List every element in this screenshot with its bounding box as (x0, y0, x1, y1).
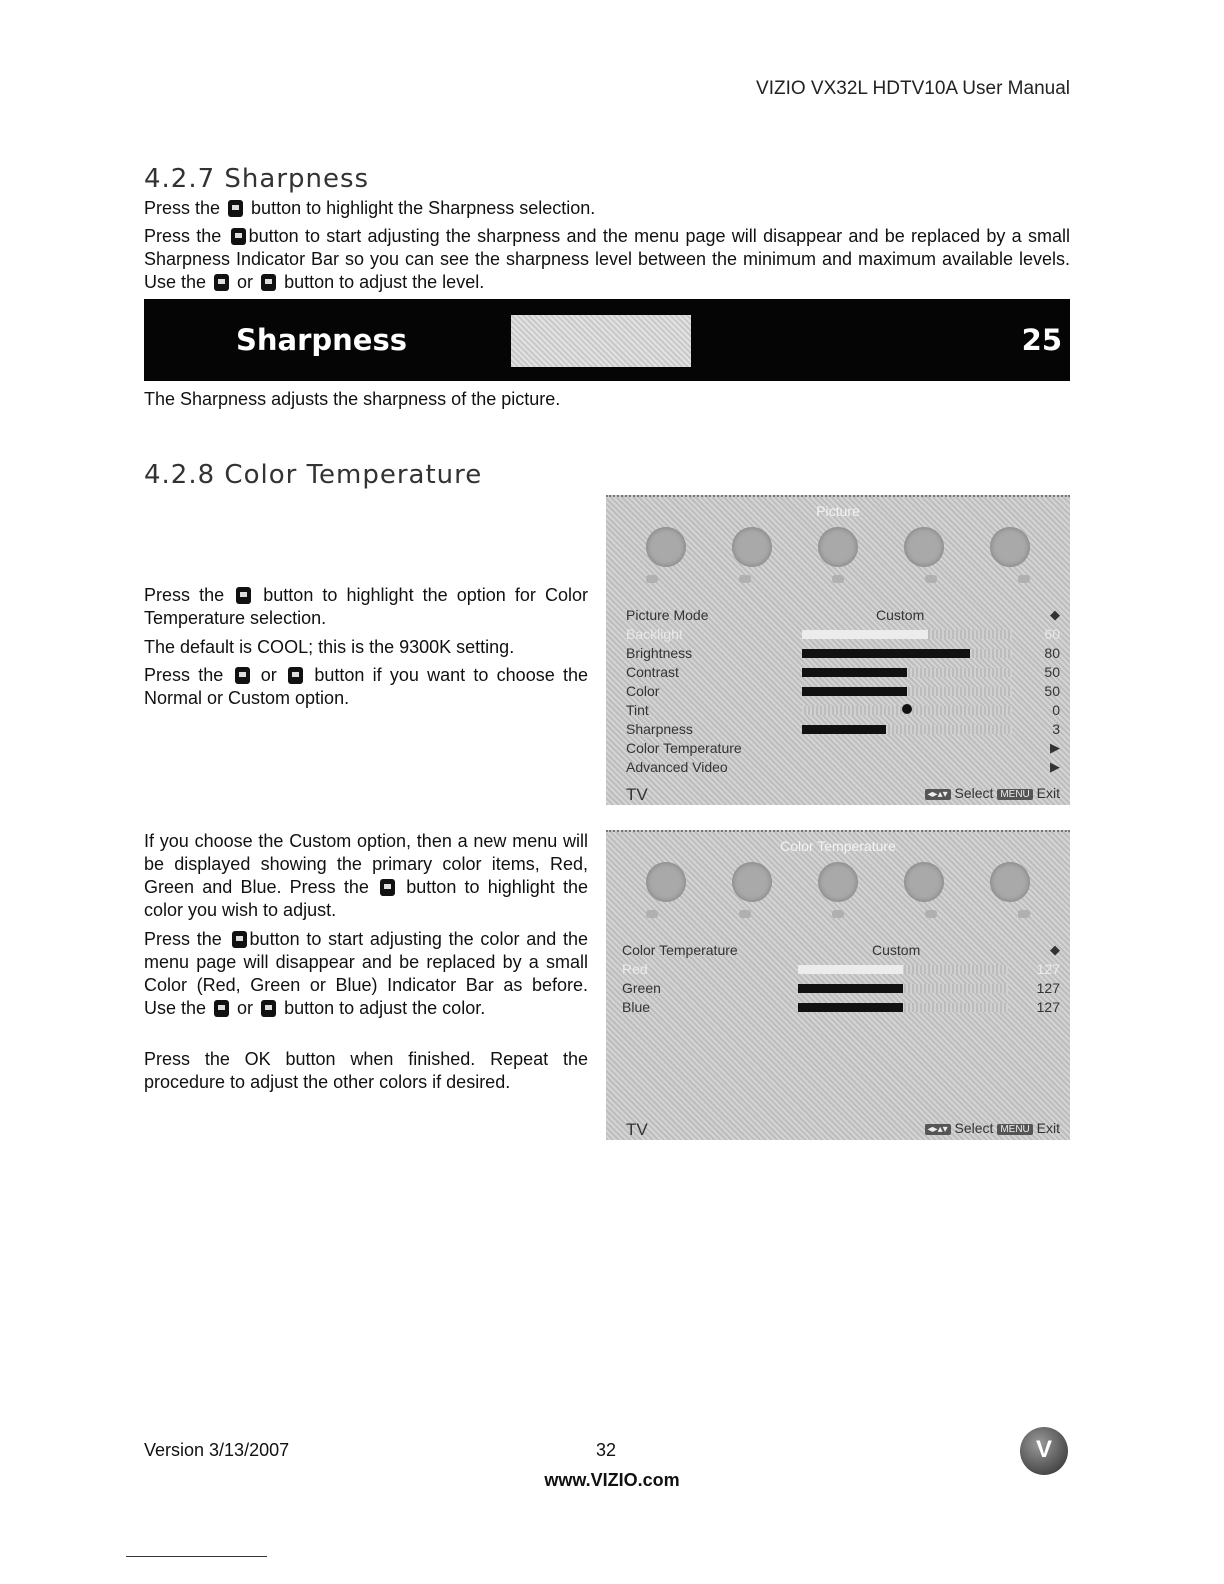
menu-key-icon: MENU (997, 1124, 1032, 1135)
row-label: Picture Mode (626, 607, 709, 623)
text-fragment: Press the (144, 585, 234, 605)
color-temp-paragraph-4 (144, 830, 588, 922)
footer-tv-label: TV (626, 785, 648, 804)
row-value: 127 (1036, 980, 1060, 996)
text-fragment: button to adjust the color. (279, 998, 486, 1018)
level-track (802, 668, 1012, 677)
footnote-rule (126, 1556, 267, 1557)
text-fragment: button if you want to choose the Normal or Custom option. (144, 665, 588, 708)
row-value: 50 (1044, 683, 1060, 699)
right-button-icon (288, 667, 303, 684)
row-label: Contrast (626, 664, 679, 680)
text-fragment: button to highlight the Sharpness selection. (246, 198, 596, 218)
row-label: Color Temperature (622, 942, 738, 958)
footer-tv-label: TV (626, 1120, 648, 1139)
menu-row-advanced-video (626, 759, 1060, 777)
tab-dot (832, 910, 844, 918)
level-track (802, 725, 1012, 734)
text-fragment: Press the (144, 665, 232, 685)
level-track (798, 1003, 1008, 1012)
tv-icon (646, 862, 686, 902)
menu-row-red (622, 961, 1060, 979)
footer-version: Version 3/13/2007 (144, 1440, 290, 1460)
row-value: 60 (1044, 626, 1060, 642)
right-button-icon (261, 1000, 276, 1017)
row-label: Red (622, 961, 648, 977)
text-fragment: button to highlight the color you wish to adjust. (144, 877, 588, 920)
level-fill (802, 649, 970, 658)
level-track (802, 649, 1012, 658)
level-fill (798, 1003, 903, 1012)
menu-row-backlight (626, 626, 1060, 644)
text-fragment: or (232, 998, 259, 1018)
row-label: Green (622, 980, 661, 996)
right-arrow-icon: ▶ (1050, 740, 1060, 755)
row-value: 127 (1036, 961, 1060, 977)
menu-row-brightness (626, 645, 1060, 663)
picture-menu-screenshot (606, 495, 1070, 805)
menu-row-tint (626, 702, 1060, 720)
text-fragment: Press the (144, 929, 229, 949)
footer-nav (925, 785, 1060, 801)
tab-dot (739, 575, 751, 583)
text-fragment: If you choose the Custom option, then a new menu will be displayed showing the primary color items, Red, Green and Blue. Press the (144, 831, 588, 897)
sharpness-heading: 4.2.7 Sharpness (144, 164, 370, 194)
text-fragment: button to adjust the level. (279, 272, 485, 292)
audio-icon (818, 862, 858, 902)
help-icon (990, 862, 1030, 902)
text-fragment: or (252, 665, 286, 685)
diamond-arrow-icon: ◆ (1050, 942, 1060, 957)
left-button-icon (214, 1000, 229, 1017)
menu-row-blue (622, 999, 1060, 1017)
color-temp-paragraph-2: The default is COOL; this is the 9300K setting. (144, 637, 515, 657)
level-track (798, 965, 1008, 974)
color-temp-paragraph-3 (144, 664, 588, 710)
picture-icon (732, 527, 772, 567)
row-value: Custom (872, 942, 921, 958)
right-arrow-icon: ▶ (1050, 759, 1060, 774)
footer-select-label: Select (954, 1120, 994, 1136)
footer-exit-label: Exit (1036, 1120, 1060, 1136)
vizio-logo-icon (1020, 1427, 1068, 1475)
text-fragment: button to start adjusting the color and the menu page will disappear and be replaced by a small Color (Red, Green or Blue) Indicator Bar as before. Use the (144, 929, 588, 1018)
tab-dot (1018, 575, 1030, 583)
text-fragment: button to start adjusting the sharpness and the menu page will disappear and be replaced by a small Sharpness Indicator Bar so you can see the sharpness level between the minimum and maximum available levels. Use the (144, 226, 1070, 292)
level-fill (802, 687, 907, 696)
setup-icon (904, 527, 944, 567)
level-fill (802, 630, 928, 639)
tint-knob (902, 704, 912, 714)
tab-dot (646, 575, 658, 583)
audio-icon (818, 527, 858, 567)
tab-dot (646, 910, 658, 918)
color-temp-paragraph-5 (144, 928, 588, 1020)
right-button-icon (261, 274, 276, 291)
level-track (802, 706, 1012, 715)
menu-footer (626, 1120, 1060, 1138)
row-label: Color Temperature (626, 740, 742, 756)
menu-row-color-temperature (622, 942, 1060, 960)
level-fill (798, 965, 903, 974)
color-temp-paragraph-6: Press the OK button when finished. Repeat the procedure to adjust the other colors if desired. (144, 1049, 588, 1092)
down-button-icon (236, 587, 251, 604)
row-label: Advanced Video (626, 759, 728, 775)
color-temp-paragraph-1 (144, 584, 588, 630)
level-track (802, 630, 1012, 639)
nav-keys-icon: ◂▸▴▾ (925, 789, 951, 800)
row-label: Blue (622, 999, 651, 1015)
text-fragment: Press the (144, 226, 228, 246)
tab-dot (925, 910, 937, 918)
down-button-icon (228, 200, 243, 217)
menu-title: Picture (816, 503, 860, 519)
footer-page-number: 32 (596, 1440, 617, 1460)
sharpness-bar-label: Sharpness (236, 323, 407, 357)
tv-icon (646, 527, 686, 567)
row-value: 3 (1052, 721, 1060, 737)
row-value: 127 (1036, 999, 1060, 1015)
text-fragment: button to highlight the option for Color Temperature selection. (144, 585, 588, 628)
text-fragment: or (232, 272, 259, 292)
menu-row-green (622, 980, 1060, 998)
tab-dot (1018, 910, 1030, 918)
footer-exit-label: Exit (1036, 785, 1060, 801)
right-button-icon (231, 228, 246, 245)
tab-dot (925, 575, 937, 583)
row-value: Custom (876, 607, 925, 623)
footer-nav (925, 1120, 1060, 1136)
menu-tab-dots (646, 575, 1030, 583)
row-value: 80 (1044, 645, 1060, 661)
row-label: Tint (626, 702, 649, 718)
tab-dot (832, 575, 844, 583)
sharpness-indicator-bar (144, 299, 1070, 381)
diamond-arrow-icon: ◆ (1050, 607, 1060, 622)
page-header-title: VIZIO VX32L HDTV10A User Manual (756, 78, 1070, 99)
left-button-icon (235, 667, 250, 684)
menu-row-color (626, 683, 1060, 701)
row-label: Color (626, 683, 660, 699)
menu-row-sharpness (626, 721, 1060, 739)
down-button-icon (380, 879, 395, 896)
menu-title: Color Temperature (780, 838, 896, 854)
color-temperature-heading: 4.2.8 Color Temperature (144, 460, 483, 490)
level-track (802, 687, 1012, 696)
row-label: Brightness (626, 645, 693, 661)
menu-icon-row (646, 862, 1030, 912)
level-track (798, 984, 1008, 993)
menu-key-icon: MENU (997, 789, 1032, 800)
row-label: Backlight (626, 626, 683, 642)
sharpness-description: The Sharpness adjusts the sharpness of the picture. (144, 389, 561, 409)
menu-row-contrast (626, 664, 1060, 682)
help-icon (990, 527, 1030, 567)
menu-footer (626, 785, 1060, 803)
footer-url: www.VIZIO.com (544, 1470, 680, 1490)
footer-select-label: Select (954, 785, 994, 801)
menu-row-color-temperature (626, 740, 1060, 758)
menu-row-picture-mode (626, 607, 1060, 625)
row-value: 50 (1044, 664, 1060, 680)
level-fill (802, 668, 907, 677)
right-button-icon (232, 931, 247, 948)
row-label: Sharpness (626, 721, 693, 737)
text-fragment: Press the (144, 198, 226, 218)
left-button-icon (214, 274, 229, 291)
level-fill (798, 984, 903, 993)
sharpness-bar-value: 25 (1021, 323, 1062, 357)
setup-icon (904, 862, 944, 902)
tab-dot (739, 910, 751, 918)
level-fill (802, 725, 886, 734)
menu-icon-row (646, 527, 1030, 577)
sharpness-paragraph-1 (144, 197, 1070, 220)
nav-keys-icon: ◂▸▴▾ (925, 1124, 951, 1135)
sharpness-level-track (511, 315, 691, 367)
sharpness-paragraph-2 (144, 225, 1070, 294)
color-temperature-menu-screenshot (606, 830, 1070, 1140)
picture-icon (732, 862, 772, 902)
row-value: 0 (1052, 702, 1060, 718)
menu-tab-dots (646, 910, 1030, 918)
